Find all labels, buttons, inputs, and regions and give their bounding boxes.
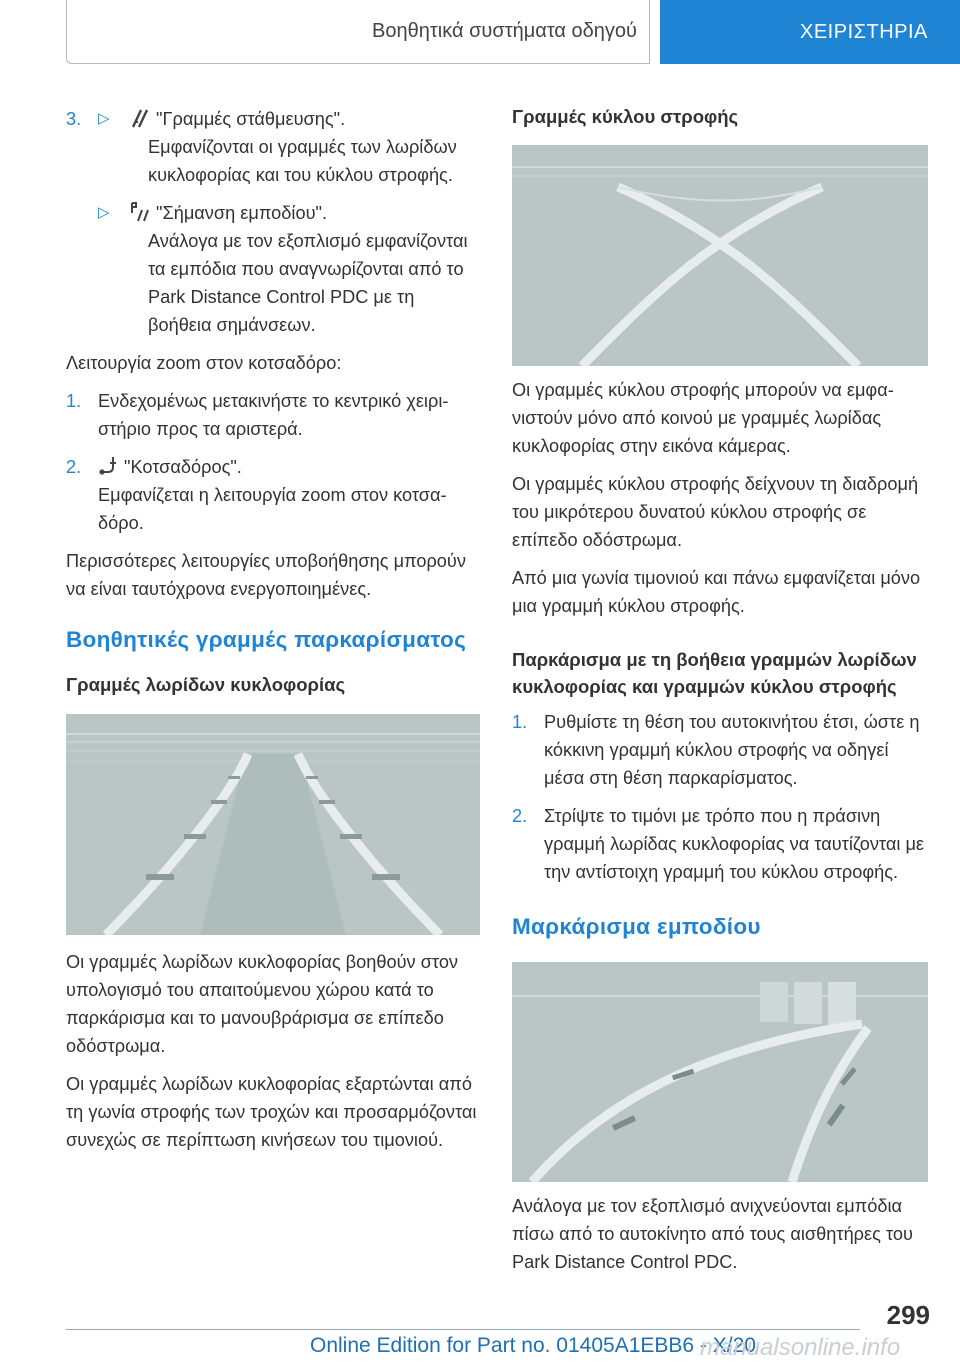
turning-circle-illustration xyxy=(512,145,928,366)
section-heading-parking-lines: Βοηθητικές γραμμές παρκαρίσματος xyxy=(66,627,467,652)
step-3-parking-lines xyxy=(66,105,478,133)
figure-obstacle-marking xyxy=(512,962,928,1182)
right-column-middle xyxy=(512,376,928,942)
lane-lines-illustration xyxy=(66,714,480,935)
turning-paragraph-1: Οι γραμμές κύκλου στροφής μπορούν να εμφανιστούν μόνο από κοινού με γραμμές λωρίδας κυκλοφορίας στην εικόνα κάμερας. xyxy=(512,380,894,456)
parking-lines-desc: Εμφανίζονται οι γραμμές των λωρίδων κυκλοφορίας και του κύκλου στροφής. xyxy=(148,137,457,185)
triangle-bullet-icon: ▷ xyxy=(98,204,110,221)
subheading-turning-circle: Γραμμές κύκλου στροφής xyxy=(512,106,739,127)
header-chapter-title: ΧΕΙΡΙΣΤΗΡΙΑ xyxy=(800,20,928,43)
parking-step-2-text: Στρίψτε το τιμόνι με τρόπο που η πράσινη γραμμή λωρίδας κυκλοφορίας να ταυτίζονται με την αντίστοιχη γραμμή του κύκλου στροφής. xyxy=(544,806,925,882)
lane-lines-paragraph-1: Οι γραμμές λωρίδων κυκλοφορίας βοηθούν στον υπολογισμό του απαιτούμενου χώρου κατά το παρκάρισμα και το μανουβράρισμα σε επίπεδο οδόστρωμα. xyxy=(66,952,459,1056)
edition-note: Online Edition for Part no. 01405A1EBB6 - X/20 xyxy=(310,1334,756,1357)
turning-paragraph-2: Οι γραμμές κύκλου στροφής δείχνουν τη διαδρομή του μικρότερου δυνατού κύκλου στροφής σε επίπεδο οδόστρωμα. xyxy=(512,474,919,550)
obstacle-marking-icon xyxy=(130,201,150,223)
trailer-hitch-desc: Εμφανίζεται η λειτουργία zoom στον κοτσαδόρο. xyxy=(98,485,447,533)
page-number: 299 xyxy=(886,1300,930,1330)
header-chapter-tab xyxy=(660,0,960,64)
footer xyxy=(0,1334,960,1362)
watermark: manualsonline.info xyxy=(700,1334,901,1361)
step-number: 2. xyxy=(512,806,528,826)
right-column-top xyxy=(512,103,928,130)
header-section-tab xyxy=(66,0,650,64)
zoom-step-1-text: Ενδεχομένως μετακινήστε το κεντρικό χειριστήριο προς τα αριστερά. xyxy=(98,391,449,439)
parking-lines-icon xyxy=(130,107,150,129)
left-column-bottom xyxy=(66,948,480,1154)
turning-paragraph-3: Από μια γωνία τιμονιού και πάνω εμφανίζεται μόνο μια γραμμή κύκλου στροφής. xyxy=(512,568,921,616)
trailer-hitch-icon xyxy=(98,455,118,477)
step-number: 2. xyxy=(66,457,82,477)
obstacle-paragraph: Ανάλογα με τον εξοπλισμό ανιχνεύονται εμπόδια πίσω από το αυτοκίνητο από τους αισθητήρες του Park Distance Control PDC. xyxy=(512,1196,913,1272)
header-section-title: Βοηθητικά συστήματα οδηγού xyxy=(372,20,637,42)
figure-lane-lines xyxy=(66,714,480,935)
zoom-step-1 xyxy=(66,387,478,443)
step-number: 1. xyxy=(66,391,82,411)
section-heading-obstacle-marking: Μαρκάρισμα εμποδίου xyxy=(512,914,761,939)
footer-divider xyxy=(66,1329,860,1330)
figure-turning-circle-lines xyxy=(512,145,928,366)
parking-step-2 xyxy=(512,802,928,886)
lane-lines-paragraph-2: Οι γραμμές λωρίδων κυκλοφορίας εξαρτώνται από τη γωνία στροφής των τροχών και προσαρμόζονται συνεχώς σε περίπτωση κινήσεων του τιμονιού. xyxy=(66,1074,477,1150)
parking-step-1-text: Ρυθμίστε τη θέση του αυτοκινήτου έτσι, ώστε η κόκκινη γραμμή κύκλου στροφής να οδηγεί μέσα στη θέση παρκαρίσματος. xyxy=(544,712,920,788)
parking-step-1 xyxy=(512,708,928,792)
trailer-hitch-label: "Κοτσαδόρος". xyxy=(124,457,242,477)
step-number: 1. xyxy=(512,712,528,732)
right-column-bottom xyxy=(512,1192,928,1276)
zoom-step-2 xyxy=(66,453,478,481)
obstacle-marking-illustration xyxy=(512,962,928,1182)
subheading-lane-lines: Γραμμές λωρίδων κυκλοφορίας xyxy=(66,674,346,695)
parking-lines-label: "Γραμμές στάθμευσης". xyxy=(156,109,346,129)
zoom-intro: Λειτουργία zoom στον κοτσαδόρο: xyxy=(66,353,342,373)
obstacle-marking-desc: Ανάλογα με τον εξοπλισμό εμφανίζονται τα εμπόδια που αναγνωρίζονται από το Park Distance Control PDC με τη βοήθεια σημάνσεων. xyxy=(148,231,468,335)
obstacle-marking-label: "Σήμανση εμποδίου". xyxy=(156,203,328,223)
triangle-bullet-icon: ▷ xyxy=(98,110,110,127)
obstacle-marking-option xyxy=(66,199,478,227)
step-number: 3. xyxy=(66,109,82,129)
left-column xyxy=(66,105,478,698)
subheading-parking-with-lines: Παρκάρισμα με τη βοήθεια γραμμών λωρίδων κυκλοφορίας και γραμμών κύκλου στροφής xyxy=(512,649,917,697)
multiple-functions-note: Περισσότερες λειτουργίες υποβοήθησης μπορούν να είναι ταυτόχρονα ενεργοποιημένες. xyxy=(66,551,466,599)
